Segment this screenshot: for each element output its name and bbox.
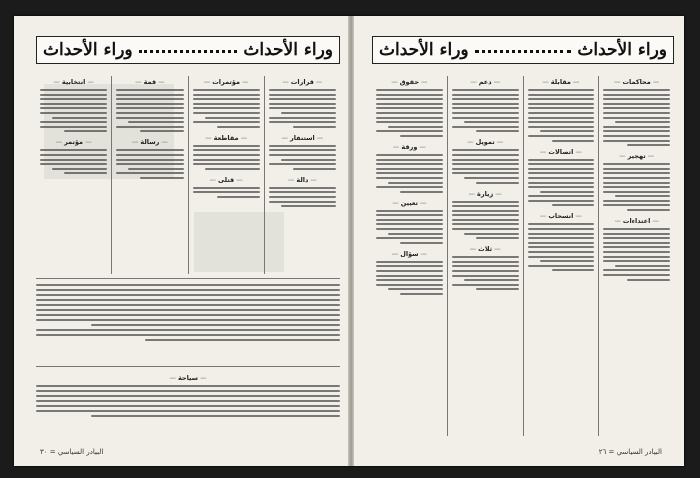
article [376, 250, 443, 295]
article [528, 212, 595, 271]
wide-article [36, 278, 340, 358]
magazine-spread [14, 16, 684, 466]
article [269, 176, 336, 207]
article-heading: — قمة — [116, 78, 183, 86]
wide-article [36, 366, 340, 422]
article [40, 78, 107, 132]
left-page-columns [36, 76, 340, 274]
column [264, 76, 340, 274]
header-title-repeat: وراء الأحداث [379, 40, 469, 60]
article [528, 148, 595, 207]
article [452, 190, 519, 240]
article-heading: — اعتداءات — [603, 217, 670, 225]
article-heading: — تهجير — [603, 152, 670, 160]
article [603, 78, 670, 146]
header-title: وراء الأحداث [577, 40, 667, 60]
right-page [354, 16, 684, 466]
article [376, 199, 443, 244]
page-footer: البيادر السياسي = ۲٦ [598, 448, 662, 456]
article [452, 78, 519, 132]
article-heading: — مؤتمر — [40, 138, 107, 146]
column [372, 76, 447, 436]
article-heading: — مقاطعة — [193, 134, 260, 142]
header-dots [475, 50, 572, 53]
article-heading: — محاكمات — [603, 78, 670, 86]
article-heading: — اتصالات — [528, 148, 595, 156]
page-footer: ۳۰ = البيادر السياسي [40, 448, 104, 456]
article [40, 138, 107, 174]
article-heading: — سياحة — [36, 374, 340, 382]
article [528, 78, 595, 142]
article-heading: — دعم — [452, 78, 519, 86]
article-heading: — استنفار — [269, 134, 336, 142]
article-heading: — انسحاب — [528, 212, 595, 220]
column [447, 76, 523, 436]
article [376, 143, 443, 193]
article-heading: — ثلاث — [452, 245, 519, 253]
header-title: وراء الأحداث [243, 40, 333, 60]
column [598, 76, 674, 436]
article [452, 138, 519, 183]
right-page-header [372, 36, 674, 64]
article-heading: — تمويل — [452, 138, 519, 146]
article-heading: — قتلى — [193, 176, 260, 184]
article [603, 152, 670, 211]
article [116, 78, 183, 132]
article-heading: — دالة — [269, 176, 336, 184]
article [603, 217, 670, 281]
left-page-header [36, 36, 340, 64]
article-heading: — رسالة — [116, 138, 183, 146]
column [523, 76, 599, 436]
column [188, 76, 264, 274]
article-heading: — تعيين — [376, 199, 443, 207]
article [193, 134, 260, 170]
column [111, 76, 187, 274]
article [452, 245, 519, 290]
right-page-columns [372, 76, 674, 436]
article-heading: — مؤتمرات — [193, 78, 260, 86]
article-heading: — مقابلة — [528, 78, 595, 86]
article [269, 78, 336, 128]
column [36, 76, 111, 274]
article-heading: — ورقة — [376, 143, 443, 151]
article-heading: — انتخابية — [40, 78, 107, 86]
header-dots [139, 50, 238, 53]
article [269, 134, 336, 170]
left-page [14, 16, 348, 466]
article-heading: — زيارة — [452, 190, 519, 198]
article [116, 138, 183, 179]
article [376, 78, 443, 137]
article [193, 78, 260, 128]
article-heading: — حقوق — [376, 78, 443, 86]
article [193, 176, 260, 198]
header-title-repeat: وراء الأحداث [43, 40, 133, 60]
article-heading: — سؤال — [376, 250, 443, 258]
article-heading: — قرارات — [269, 78, 336, 86]
